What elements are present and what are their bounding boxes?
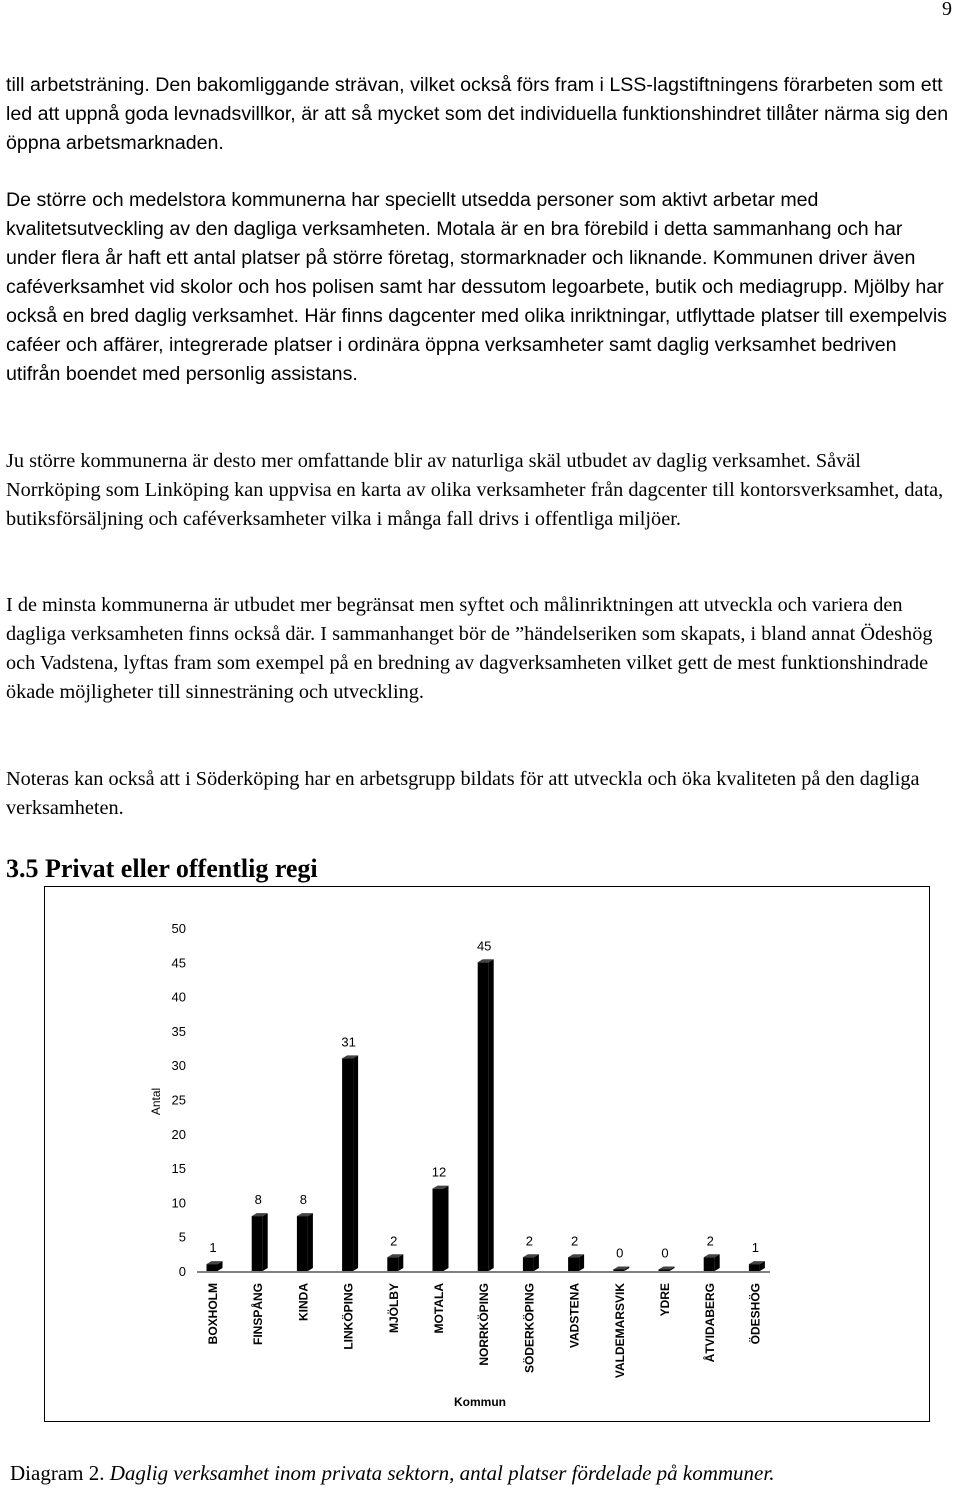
- bar: [613, 1270, 624, 1272]
- data-label: 0: [616, 1245, 624, 1261]
- data-label: 0: [661, 1245, 669, 1261]
- x-tick-label: VADSTENA: [567, 1283, 582, 1349]
- x-tick-label: SÖDERKÖPING: [522, 1283, 537, 1374]
- bar: [568, 1257, 579, 1271]
- caption-prefix: Diagram 2.: [10, 1461, 110, 1485]
- y-axis-label: Antal: [149, 1087, 163, 1116]
- bar: [704, 1257, 715, 1271]
- y-tick-label: 25: [171, 1092, 186, 1108]
- y-tick-label: 5: [178, 1229, 186, 1245]
- data-label: 2: [525, 1233, 534, 1249]
- paragraph-4: I de minsta kommunerna är utbudet mer begränsat men syftet och målinriktningen att utveckla och variera den dagliga verksamheten finns också där. I sammanhanget bör de ”händelseriken som skapats, i bland annat Ödeshög och Vadstena, lyftas fram som exempel på en bredning av dagverksamheten vilket gett de mest funktionshindrade ökade möjligheter till sinnesträning och utveckling.: [6, 594, 933, 703]
- bar-chart: [44, 886, 930, 1422]
- bar: [342, 1058, 353, 1271]
- bar: [478, 962, 489, 1271]
- y-tick-label: 0: [178, 1264, 186, 1279]
- section-heading: 3.5 Privat eller offentlig regi: [6, 854, 318, 883]
- x-tick-label: MJÖLBY: [386, 1283, 401, 1334]
- data-label: 8: [299, 1192, 308, 1208]
- paragraph-1-text: till arbetsträning. Den bakomliggande strävan, vilket också förs fram i LSS-lagstiftningens förarbeten som ett led att uppnå goda levnadsvillkor, är att så mycket som det individuella funktionshindret tillåter närma sig den öppna arbetsmarknaden.: [6, 74, 949, 154]
- bar-side: [353, 1055, 358, 1271]
- page-number: 9: [942, 0, 952, 20]
- data-label: 2: [390, 1233, 398, 1249]
- data-label: 8: [254, 1192, 262, 1208]
- data-label: 1: [209, 1240, 217, 1256]
- x-tick-label: NORRKÖPING: [477, 1283, 492, 1366]
- data-label: 12: [431, 1164, 447, 1180]
- data-label: 2: [706, 1233, 714, 1249]
- x-tick-label: YDRE: [658, 1283, 672, 1317]
- caption-text: Daglig verksamhet inom privata sektorn, antal platser fördelade på kommuner.: [109, 1461, 775, 1485]
- y-tick-label: 30: [171, 1058, 186, 1074]
- y-tick-label: 20: [171, 1126, 186, 1142]
- x-tick-label: BOXHOLM: [206, 1283, 220, 1345]
- bar: [297, 1216, 308, 1271]
- x-tick-label: LINKÖPING: [341, 1283, 356, 1350]
- x-axis-label: Kommun: [454, 1395, 506, 1409]
- y-tick-label: 45: [171, 955, 186, 971]
- paragraph-2-text: De större och medelstora kommunerna har speciellt utsedda personer som aktivt arbetar med kvalitetsutveckling av den dagliga verksamheten. Motala är en bra förebild i detta sammanhang och har under flera år haft ett antal platser på större företag, stormarknader och liknande. Kommunen driver även caféverksamhet vid skolor och hos polisen samt har dessutom legoarbete, butik och mediagrupp. Mjölby har också en bred daglig verksamhet. Här finns dagcenter med olika inriktningar, utflyttade platser till exempelvis caféer och affärer, integrerade platser i ordinära öppna verksamheter samt daglig verksamhet bedriven utifrån boendet med personlig assistans.: [6, 189, 947, 385]
- bar: [433, 1189, 444, 1271]
- y-tick-label: 35: [171, 1023, 186, 1039]
- bar: [387, 1257, 398, 1271]
- paragraph-5: Noteras kan också att i Söderköping har en arbetsgrupp bildats för att utveckla och öka kvaliteten på den dagliga verksamheten.: [6, 768, 920, 819]
- x-tick-label: KINDA: [296, 1283, 311, 1321]
- x-tick-label: FINSPÅNG: [251, 1283, 266, 1346]
- data-label: 2: [570, 1233, 579, 1249]
- bar: [659, 1270, 670, 1272]
- bar: [523, 1257, 534, 1271]
- paragraph-3: Ju större kommunerna är desto mer omfattande blir av naturliga skäl utbudet av daglig verksamhet. Såväl Norrköping som Linköping kan uppvisa en karta av olika verksamheter från dagcenter till kontorsverksamhet, data, butiksförsäljning och caféverksamheter vilka i många fall drivs i offentliga miljöer.: [6, 450, 944, 530]
- paragraph-1: [6, 71, 954, 158]
- paragraph-2: [6, 186, 954, 389]
- data-label: 31: [341, 1034, 356, 1050]
- bar-chart-svg: [45, 887, 929, 1421]
- y-tick-label: 50: [171, 921, 186, 936]
- y-tick-label: 15: [171, 1161, 186, 1177]
- data-label: 45: [476, 938, 492, 954]
- y-tick-label: 40: [171, 989, 186, 1005]
- y-tick-label: 10: [171, 1195, 186, 1211]
- bar: [252, 1216, 263, 1271]
- bar-side: [444, 1186, 449, 1271]
- x-tick-label: ÅTVIDABERG: [703, 1283, 718, 1363]
- diagram-caption: [10, 1461, 774, 1486]
- x-tick-label: VALDEMARSVIK: [612, 1283, 627, 1379]
- x-tick-label: MOTALA: [432, 1283, 446, 1334]
- bar: [749, 1264, 760, 1271]
- bar-side: [263, 1213, 268, 1271]
- bar: [207, 1264, 218, 1271]
- data-label: 1: [751, 1240, 760, 1256]
- x-tick-label: ÖDESHÖG: [748, 1283, 763, 1345]
- bar-side: [489, 959, 494, 1271]
- bar-side: [308, 1213, 313, 1271]
